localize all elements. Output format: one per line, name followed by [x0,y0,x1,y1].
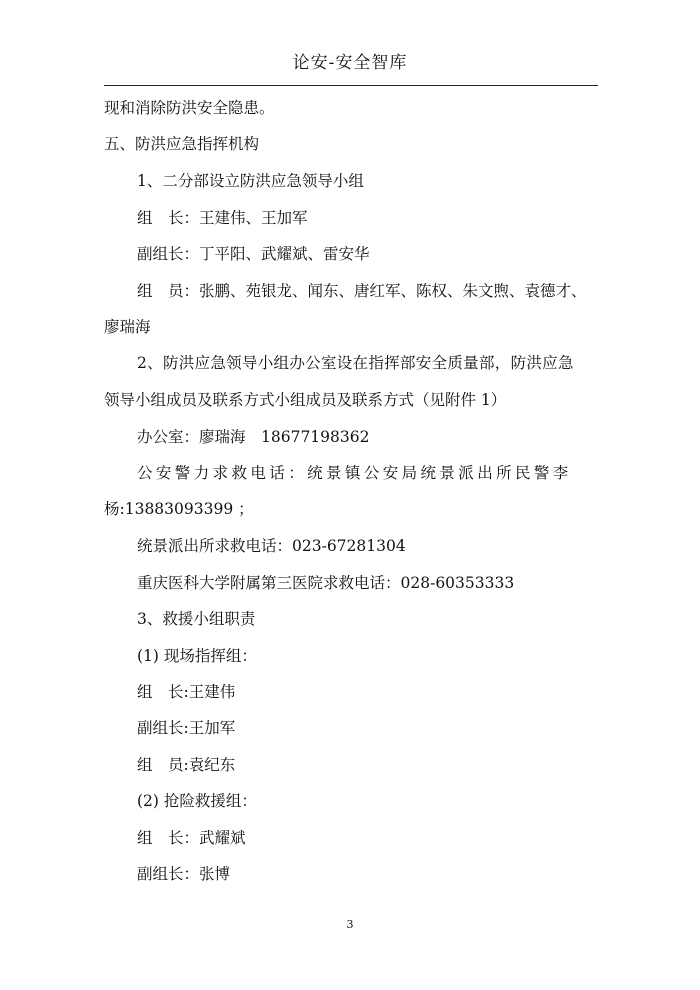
body-line-20: (2) 抢险救援组： [137,792,257,810]
body-line-18: 副组长:王加军 [137,719,236,737]
body-line-7: 廖瑞海 [104,318,151,336]
office-contact: 办公室：廖瑞海 18677198362 [137,428,370,446]
body-line-15: 3、救援小组职责 [137,610,256,628]
page-number: 3 [346,918,354,931]
station-phone: 统景派出所求救电话：023-67281304 [137,537,406,555]
body-line-21: 组 长：武耀斌 [137,829,246,847]
body-line-3: 1、二分部设立防洪应急领导小组 [137,172,364,190]
body-line-19: 组 员:袁纪东 [137,756,236,774]
body-line-1: 现和消除防洪安全隐患。 [104,99,275,117]
body-line-9: 领导小组成员及联系方式小组成员及联系方式（见附件 1） [104,391,507,409]
page-header-title: 论安-安全智库 [292,53,408,73]
hospital-phone: 重庆医科大学附属第三医院求救电话：028-60353333 [137,574,515,592]
section-heading-5: 五、防洪应急指挥机构 [104,135,260,153]
police-contact: 公安警力求救电话：统景镇公安局统景派出所民警李 [137,464,572,482]
body-line-16: (1) 现场指挥组： [137,647,257,665]
header-divider [104,85,598,86]
body-line-8: 2、防洪应急领导小组办公室设在指挥部安全质量部，防洪应急 [137,354,574,372]
body-line-5: 副组长：丁平阳、武耀斌、雷安华 [137,245,370,263]
police-phone: 杨:13883093399 ； [104,500,254,518]
body-line-4: 组 长：王建伟、王加军 [137,209,308,227]
body-line-17: 组 长:王建伟 [137,683,236,701]
body-line-6: 组 员：张鹏、苑银龙、闻东、唐红军、陈权、朱文煦、袁德才、 [137,282,587,300]
body-line-22: 副组长：张博 [137,865,231,883]
